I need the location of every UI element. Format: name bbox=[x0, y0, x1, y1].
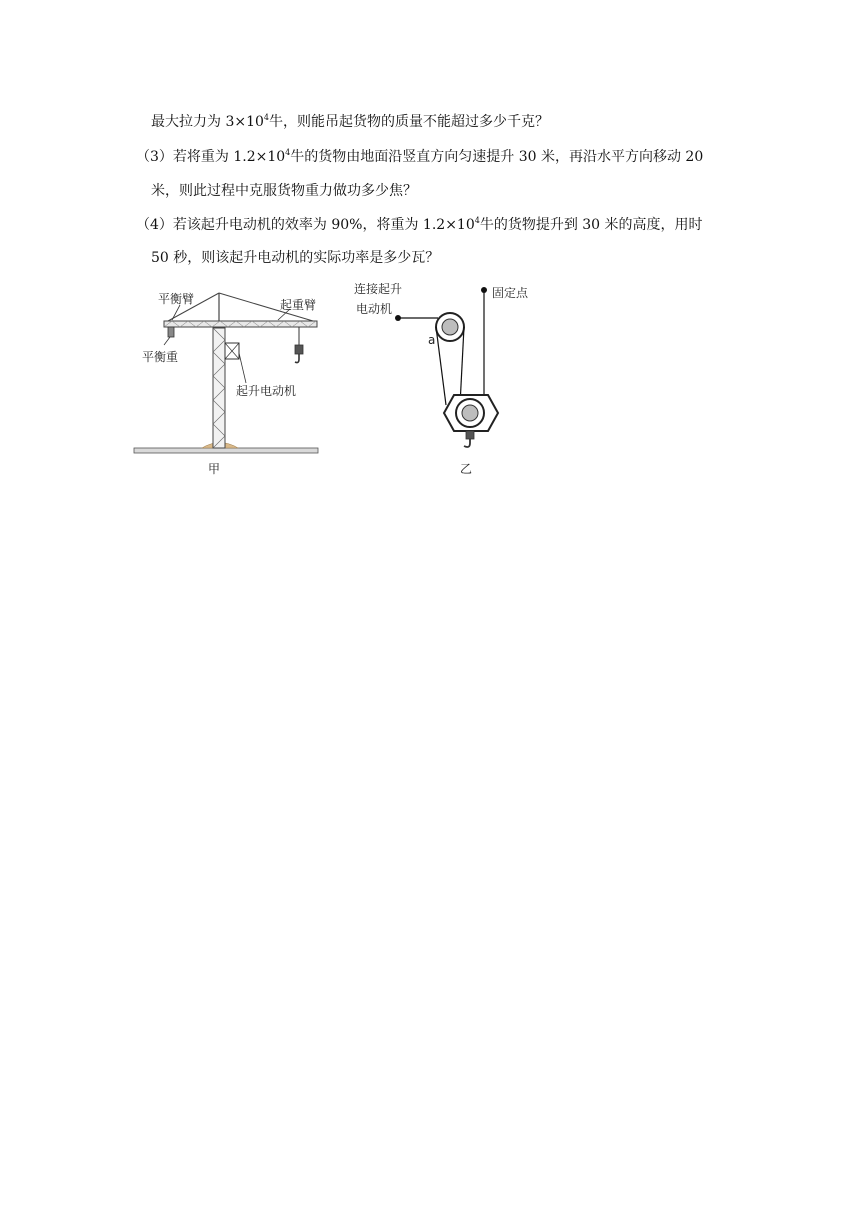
balance-arm-pointer bbox=[172, 305, 180, 320]
fixed-point-label: 固定点 bbox=[492, 286, 529, 300]
q3-line-2: 米，则此过程中克服货物重力做功多少焦？ bbox=[151, 183, 417, 199]
movable-pulley bbox=[444, 395, 498, 431]
tower-crane-figure bbox=[128, 283, 328, 478]
pulley-hook bbox=[464, 431, 474, 447]
q3-line-1: （3）若将重为 $1.2\times 10^4$牛的货物由地面沿竖直方向匀速提升 30 米，再沿水平方向移动 20 bbox=[136, 148, 704, 165]
q2-tail-line: 最大拉力为 $3\times 10^4$牛，则能吊起货物的质量不能超过多少千克？ bbox=[151, 113, 549, 130]
pulley-system-figure bbox=[350, 283, 550, 478]
lifting-motor bbox=[225, 343, 239, 359]
fixed-pulley bbox=[436, 313, 464, 341]
q4-line-2: 50 秒，则该起升电动机的实际功率是多少瓦？ bbox=[151, 250, 440, 266]
crane-hook bbox=[295, 327, 303, 363]
counterweight-pointer bbox=[164, 337, 170, 345]
figure-yi-caption: 乙 bbox=[460, 462, 473, 476]
lifting-arm-label: 起重臂 bbox=[280, 298, 317, 312]
q4-line-1: （4）若该起升电动机的效率为 90%，将重为 $1.2\times 10^4$牛的货物提升到 30 米的高度，用时 bbox=[136, 216, 703, 233]
counterweight-label: 平衡重 bbox=[142, 350, 179, 364]
ground bbox=[134, 443, 318, 454]
counterweight bbox=[168, 327, 174, 337]
figure-jia-caption: 甲 bbox=[208, 462, 221, 476]
motor-connection-label-1: 连接起升 bbox=[354, 283, 403, 296]
tower-mast bbox=[213, 293, 225, 448]
lifting-motor-label: 起升电动机 bbox=[236, 384, 297, 398]
rope-middle bbox=[460, 327, 464, 405]
balance-arm-label: 平衡臂 bbox=[158, 292, 195, 306]
motor-connection-label-2: 电动机 bbox=[356, 302, 393, 316]
motor-pointer bbox=[239, 353, 246, 383]
rope-a-label: a bbox=[428, 333, 436, 347]
